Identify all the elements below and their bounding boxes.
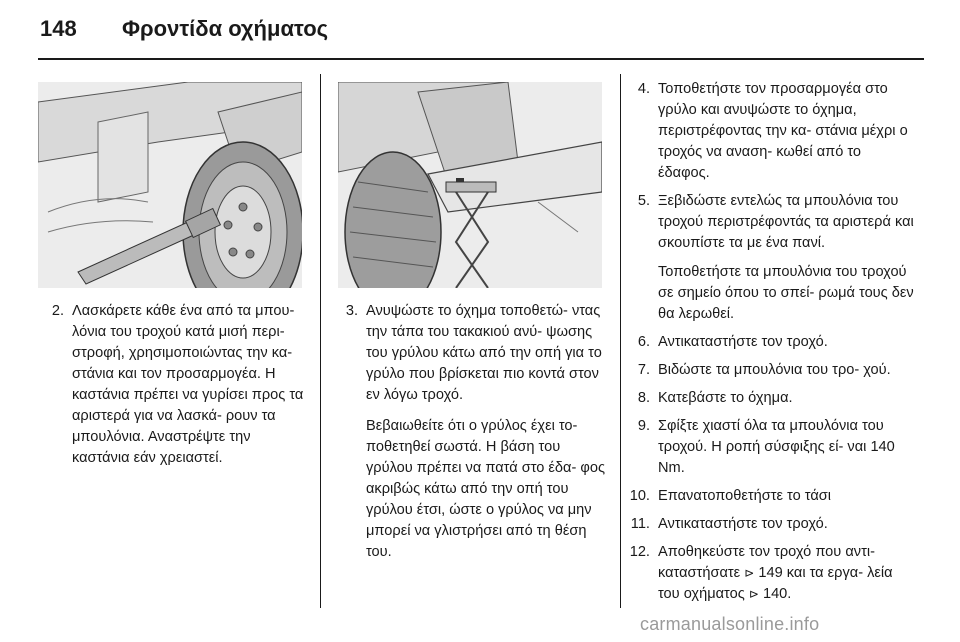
page-reference-arrow-icon: ⊳ bbox=[744, 566, 755, 580]
page-title: Φροντίδα οχήματος bbox=[122, 16, 329, 41]
step-2 bbox=[38, 301, 310, 469]
step-6 bbox=[622, 332, 914, 353]
step-text: Σφίξτε χιαστί όλα τα μπουλόνια του τροχού. Η ροπή σύσφιξης εί- ναι 140 Nm. bbox=[658, 418, 895, 476]
step-note: Τοποθετήστε τα μπουλόνια του τροχού σε σημείο όπου το σπεί- ρωμά τους δεν θα λερωθεί. bbox=[658, 264, 914, 322]
step-text: Επανατοποθετήστε το τάσι bbox=[658, 488, 832, 504]
step-text: Βιδώστε τα μπουλόνια του τρο- χού. bbox=[658, 362, 891, 378]
step-number: 7. bbox=[637, 362, 650, 378]
step-text bbox=[658, 542, 914, 605]
step-4 bbox=[622, 79, 914, 184]
step-text-part: και τα εργα- λεία του οχήματος bbox=[658, 565, 893, 602]
step-8 bbox=[622, 388, 914, 409]
step-10 bbox=[622, 486, 914, 507]
step-number: 12. bbox=[629, 544, 650, 560]
step-number: 4. bbox=[637, 81, 650, 97]
header-rule bbox=[38, 58, 924, 60]
page-header bbox=[0, 0, 960, 58]
page-reference-link[interactable]: 149 bbox=[758, 565, 783, 581]
step-number: 6. bbox=[637, 334, 650, 350]
column-divider-2 bbox=[620, 74, 621, 608]
step-number: 8. bbox=[637, 390, 650, 406]
step-text: Ξεβιδώστε εντελώς τα μπουλόνια του τροχού περιστρέφοντάς τα αριστερά και σκουπίστε τα με ένα πανί. bbox=[658, 193, 914, 251]
page-reference-link[interactable]: 140. bbox=[762, 586, 792, 602]
step-11 bbox=[622, 514, 914, 535]
step-text: Κατεβάστε το όχημα. bbox=[658, 390, 793, 406]
step-text: Τοποθετήστε τον προσαρμογέα στο γρύλο και ανυψώστε το όχημα, περιστρέφοντας την κα- στάνια μέχρι ο τροχός να αναση- κωθεί από το έδαφος. bbox=[658, 81, 908, 181]
watermark: carmanualsonline.info bbox=[640, 614, 820, 634]
jack-position-illustration bbox=[338, 82, 602, 288]
step-7 bbox=[622, 360, 914, 381]
step-number: 10. bbox=[629, 488, 650, 504]
page-reference-arrow-icon: ⊳ bbox=[748, 587, 759, 601]
step-text: Ανυψώστε το όχημα τοποθετώ- ντας την τάπα του τακακιού ανύ- ψωσης του γρύλου κάτω από την οπή για το γρύλο που βρίσκεται πιο κοντά στον εν λόγω τροχό. bbox=[366, 303, 602, 403]
step-3 bbox=[332, 301, 608, 563]
step-number: 11. bbox=[630, 516, 650, 532]
step-note: Βεβαιωθείτε ότι ο γρύλος έχει το- ποθετηθεί σωστά. Η βάση του γρύλου πρέπει να πατά στο έδα- φος ακριβώς κάτω από την οπή του γρύλου έτσι, ώστε ο γρύλος να μην μπορεί να γλιστρήσει από τη θέση του. bbox=[366, 418, 606, 560]
step-text: Αντικαταστήστε τον τροχό. bbox=[658, 334, 828, 350]
step-text-part: Αποθηκεύστε τον τροχό που αντι- καταστήσατε bbox=[658, 544, 875, 581]
step-12 bbox=[622, 542, 914, 605]
step-5 bbox=[622, 191, 914, 325]
column-divider-1 bbox=[320, 74, 321, 608]
step-text: Αντικαταστήστε τον τροχό. bbox=[658, 516, 828, 532]
step-number: 3. bbox=[345, 303, 358, 319]
page-number: 148 bbox=[40, 16, 77, 41]
steps-list bbox=[622, 79, 914, 612]
step-number: 2. bbox=[51, 303, 64, 319]
step-number: 9. bbox=[637, 418, 650, 434]
wheel-loosen-illustration bbox=[38, 82, 302, 288]
step-number: 5. bbox=[637, 193, 650, 209]
step-9 bbox=[622, 416, 914, 479]
step-text: Λασκάρετε κάθε ένα από τα μπου- λόνια του τροχού κατά μισή περι- στροφή, χρησιμοποιώντας την κα- στάνια και τον προσαρμογέα. Η καστάνια πρέπει να γυρίσει προς τα αριστερά για να λασκά- ρουν τα μπουλόνια. Αναστρέψτε την καστάνια εάν χρειαστεί. bbox=[72, 303, 304, 466]
